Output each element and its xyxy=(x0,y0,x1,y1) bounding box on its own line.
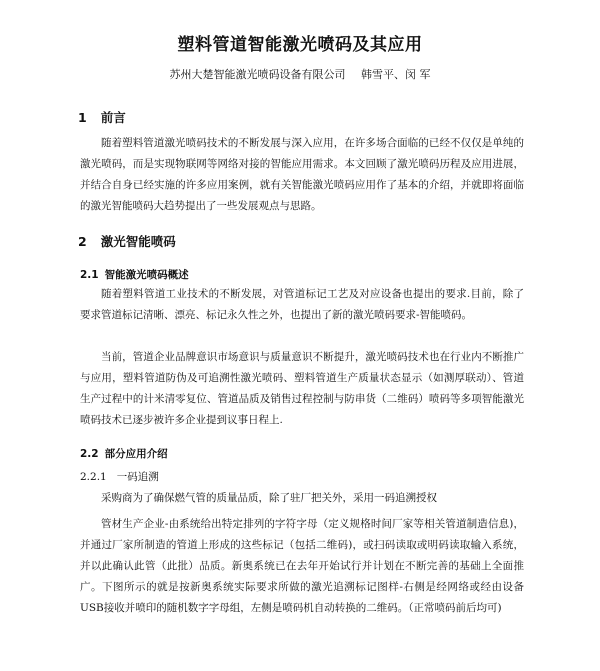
author-line xyxy=(0,66,600,82)
subsubsection-number: 2.2.1 xyxy=(80,471,107,483)
subsection-title: 智能激光喷码概述 xyxy=(104,269,189,281)
subsection-2-2-heading xyxy=(80,446,168,461)
section-title: 激光智能喷码 xyxy=(100,234,176,249)
author-names: 韩雪平、闵 军 xyxy=(361,68,431,81)
section-title: 前言 xyxy=(100,110,126,125)
author-affiliation: 苏州大楚智能激光喷码设备有限公司 xyxy=(169,68,346,81)
subsubsection-title: 一码追溯 xyxy=(116,471,159,483)
paragraph-2-2-1-b: 管材生产企业-由系统给出特定排列的字符字母（定义规格时间厂家等相关管道制造信息)，并通过厂家所制造的管道上形成的这些标记（包括二维码)，或扫码读取或明码读取输入系统，并以此确认此管（此批）品质。新奥系统已在去年开始试行并计划在不断完善的基础上全面推广。下图所示的就是按新奥系统实际要求所做的激光追溯标记图样-右侧是经网络或经由设备 USB接收并喷印的随机数字字母组，左侧是喷码机自动转换的二维码。（正常喷码前后均可) xyxy=(80,518,524,614)
subsubsection-2-2-1-heading xyxy=(80,469,159,484)
paragraph-2-1-a: 随着塑料管道工业技术的不断发展，对管道标记工艺及对应设备也提出的要求.目前，除了要求管道标记清晰、漂亮、标记永久性之外，也提出了新的激光喷码要求-智能喷码。 xyxy=(80,288,524,321)
subsection-number: 2.1 xyxy=(80,269,99,281)
subsection-2-1-heading xyxy=(80,267,189,282)
paragraph-2-2-1-a: 采购商为了确保燃气管的质量品质，除了驻厂把关外，采用一码追溯授权 xyxy=(101,492,437,504)
section-number: 2 xyxy=(78,234,87,249)
section-1-heading xyxy=(78,108,126,126)
subsection-title: 部分应用介绍 xyxy=(104,448,168,460)
subsection-number: 2.2 xyxy=(80,448,99,460)
paper-title: 塑料管道智能激光喷码及其应用 xyxy=(177,35,423,55)
paragraph-intro: 随着塑料管道激光喷码技术的不断发展与深入应用，在许多场合面临的已经不仅仅是单纯的激光喷码，而是实现物联网等网络对接的智能应用需求。本文回顾了激光喷码历程及应用进展，并结合自身已经实施的许多应用案例，就有关智能激光喷码应用作了基本的介绍，并就即将面临的激光智能喷码大趋势提出了一些发展观点与思路。 xyxy=(80,137,524,212)
section-number: 1 xyxy=(78,110,87,125)
paragraph-2-1-b: 当前，管道企业品牌意识市场意识与质量意识不断提升，激光喷码技术也在行业内不断推广与应用，塑料管道防伪及可追溯性激光喷码、塑料管道生产质量状态显示（如测厚联动）、管道生产过程中的计米清零复位、管道品质及销售过程控制与防串货（二维码）喷码等多项智能激光喷码技术已逐步被许多企业提到议事日程上. xyxy=(80,351,524,426)
section-2-heading xyxy=(78,232,176,250)
